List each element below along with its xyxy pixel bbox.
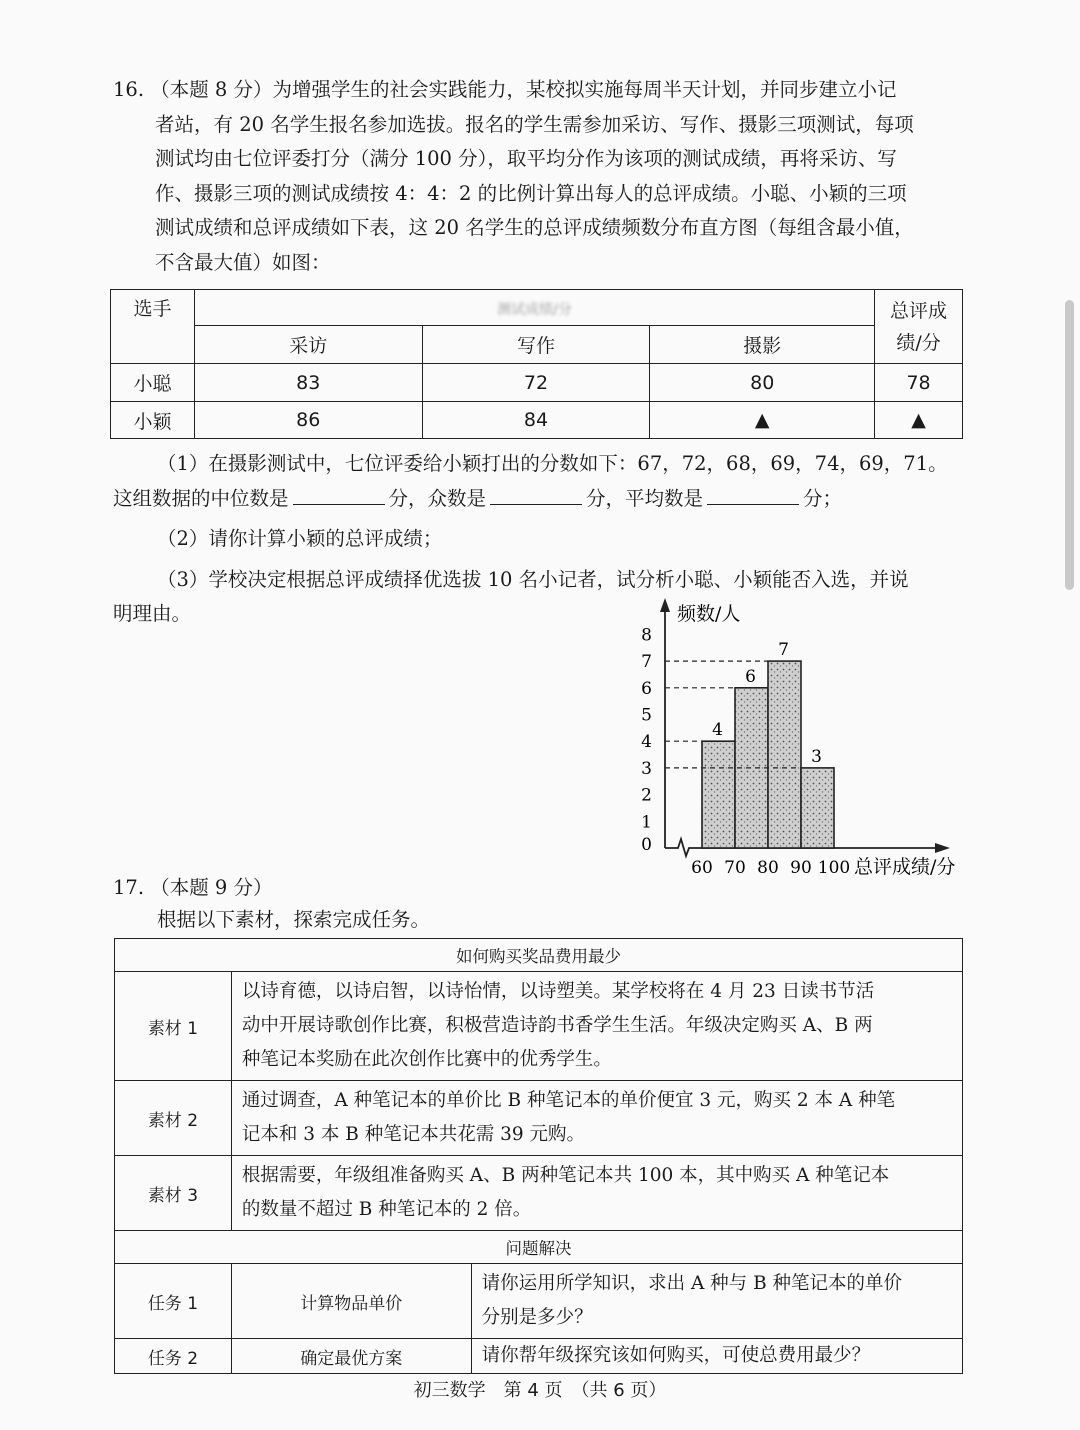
table-row [111, 402, 963, 439]
histogram-chart [620, 590, 970, 885]
material-row [115, 972, 963, 1081]
material-line: 动中开展诗歌创作比赛，积极营造诗韵书香学生生活。年级决定购买 A、B 两 [241, 1015, 873, 1036]
bar-value-label: 3 [811, 746, 822, 767]
y-axis-arrow [660, 598, 670, 612]
cell: 84 [422, 402, 650, 439]
y-tick-label: 3 [641, 758, 652, 779]
score-table [110, 289, 963, 439]
task-line: 分别是多少？ [481, 1307, 593, 1328]
y-tick-label: 2 [641, 785, 652, 806]
histogram-bar [702, 741, 735, 848]
cell: ▲ [650, 402, 875, 439]
material-label: 素材 2 [115, 1081, 232, 1156]
row-name: 小聪 [111, 364, 195, 402]
material-text [231, 1156, 962, 1231]
sub1-text: 分，平均数是 [586, 486, 704, 510]
q16-intro: （本题 8 分）为增强学生的社会实践能力，某校拟实施每周半天计划，并同步建立小记 [150, 78, 897, 101]
table-title: 如何购买奖品费用最少 [115, 939, 963, 972]
task-text [471, 1339, 962, 1374]
q16-line: 者站，有 20 名学生报名参加选拔。报名的学生需参加采访、写作、摄影三项测试，每项 [155, 112, 914, 136]
x-tick-label: 80 [757, 858, 779, 878]
y-tick-label: 4 [641, 732, 652, 753]
section-title: 问题解决 [115, 1231, 963, 1264]
y-axis-label: 频数/人 [677, 603, 741, 625]
x-axis-label: 总评成绩/分 [854, 856, 956, 878]
task-label: 任务 2 [115, 1339, 232, 1374]
material-label: 素材 3 [115, 1156, 232, 1231]
scrollbar[interactable] [1065, 300, 1074, 590]
q16-line: 不含最大值）如图： [155, 250, 331, 274]
sub3-line-b: 明理由。 [113, 602, 192, 625]
sub1-text: 分，众数是 [388, 486, 487, 510]
material-row [115, 1156, 963, 1231]
header-total [875, 290, 963, 364]
sub3-line-a: （3）学校决定根据总评成绩择优选拔 10 名小记者，试分析小聪、小颖能否入选，并说 [157, 567, 909, 591]
answer-blank-median[interactable] [293, 484, 385, 505]
y-tick-label: 0 [641, 835, 652, 855]
histogram-bar [801, 768, 834, 848]
material-line: 通过调查，A 种笔记本的单价比 B 种笔记本的单价便宜 3 元，购买 2 本 A 种笔 [241, 1090, 896, 1111]
sub1-text: 分； [803, 486, 843, 510]
material-label: 素材 1 [115, 972, 232, 1081]
material-text [231, 1081, 962, 1156]
cell: 78 [875, 364, 963, 402]
cell: 80 [650, 364, 875, 402]
answer-blank-mean[interactable] [707, 484, 799, 505]
task-row [115, 1339, 963, 1374]
task-name: 确定最优方案 [231, 1339, 471, 1374]
q16-number: 16. [113, 78, 145, 101]
material-line: 的数量不超过 B 种笔记本的 2 倍。 [241, 1199, 532, 1220]
header-total-line2: 绩/分 [896, 331, 941, 354]
page-footer: 初三数学 第 4 页 （共 6 页） [413, 1380, 667, 1401]
task-label: 任务 1 [115, 1264, 232, 1339]
header-total-line1: 总评成 [890, 299, 948, 322]
header-player: 选手 [111, 290, 195, 364]
cell: ▲ [875, 402, 963, 439]
table-row [111, 364, 963, 402]
x-tick-label: 100 [817, 858, 851, 878]
header-interview: 采访 [194, 326, 422, 364]
materials-table [114, 938, 963, 1374]
q16-line: 测试成绩和总评成绩如下表，这 20 名学生的总评成绩频数分布直方图（每组含最小值， [155, 216, 914, 239]
material-line: 种笔记本奖励在此次创作比赛中的优秀学生。 [241, 1049, 612, 1070]
y-tick-label: 1 [641, 812, 652, 833]
task-line: 请你运用所学知识，求出 A 种与 B 种笔记本的单价 [481, 1273, 903, 1294]
q16-line: 作、摄影三项的测试成绩按 4：4：2 的比例计算出每人的总评成绩。小聪、小颖的三项 [155, 181, 907, 205]
header-test-scores-label: 测试成绩/分 [497, 301, 572, 318]
header-test-scores [194, 290, 874, 326]
bar-value-label: 7 [778, 640, 789, 661]
bar-value-label: 4 [712, 720, 723, 741]
task-name: 计算物品单价 [231, 1264, 471, 1339]
q16-line: 测试均由七位评委打分（满分 100 分），取平均分作为该项的测试成绩，再将采访、写 [155, 147, 897, 170]
cell: 72 [422, 364, 650, 402]
y-tick-label: 5 [641, 705, 652, 726]
sub1-line-b [113, 482, 973, 517]
q16-first-line [113, 73, 963, 108]
x-tick-label: 90 [790, 858, 812, 878]
bar-value-label: 6 [745, 666, 756, 687]
sub2-line: （2）请你计算小颖的总评成绩； [157, 527, 443, 550]
x-axis-arrow [935, 843, 950, 853]
sub1-text: 这组数据的中位数是 [113, 486, 289, 510]
material-line: 根据需要，年级组准备购买 A、B 两种笔记本共 100 本，其中购买 A 种笔记本 [241, 1165, 890, 1186]
histogram-bar [768, 661, 801, 848]
cell: 83 [194, 364, 422, 402]
header-writing: 写作 [422, 326, 650, 364]
material-line: 记本和 3 本 B 种笔记本共花需 39 元购。 [241, 1124, 586, 1145]
header-photography: 摄影 [650, 326, 875, 364]
row-name: 小颖 [111, 402, 195, 439]
y-tick-label: 7 [641, 652, 652, 673]
answer-blank-mode[interactable] [490, 484, 582, 505]
task-row [115, 1264, 963, 1339]
y-tick-label: 6 [641, 678, 652, 699]
x-tick-label: 70 [724, 858, 746, 878]
q17-heading [113, 871, 273, 906]
material-line: 以诗育德，以诗启智，以诗怡情，以诗塑美。某学校将在 4 月 23 日读书节活 [241, 981, 875, 1002]
material-row [115, 1081, 963, 1156]
task-line: 请你帮年级探究该如何购买，可使总费用最少？ [481, 1345, 871, 1366]
x-tick-label: 60 [691, 858, 713, 878]
task-text [471, 1264, 962, 1339]
y-tick-label: 8 [641, 625, 652, 646]
material-text [231, 972, 962, 1081]
q17-title: （本题 9 分） [150, 876, 273, 899]
cell: 86 [194, 402, 422, 439]
q16-text [113, 73, 963, 280]
q17-prompt: 根据以下素材，探索完成任务。 [157, 908, 431, 931]
q17-number: 17. [113, 876, 145, 899]
sub1-line-a: （1）在摄影测试中，七位评委给小颖打出的分数如下：67，72，68，69，74，69，71。 [157, 452, 948, 475]
